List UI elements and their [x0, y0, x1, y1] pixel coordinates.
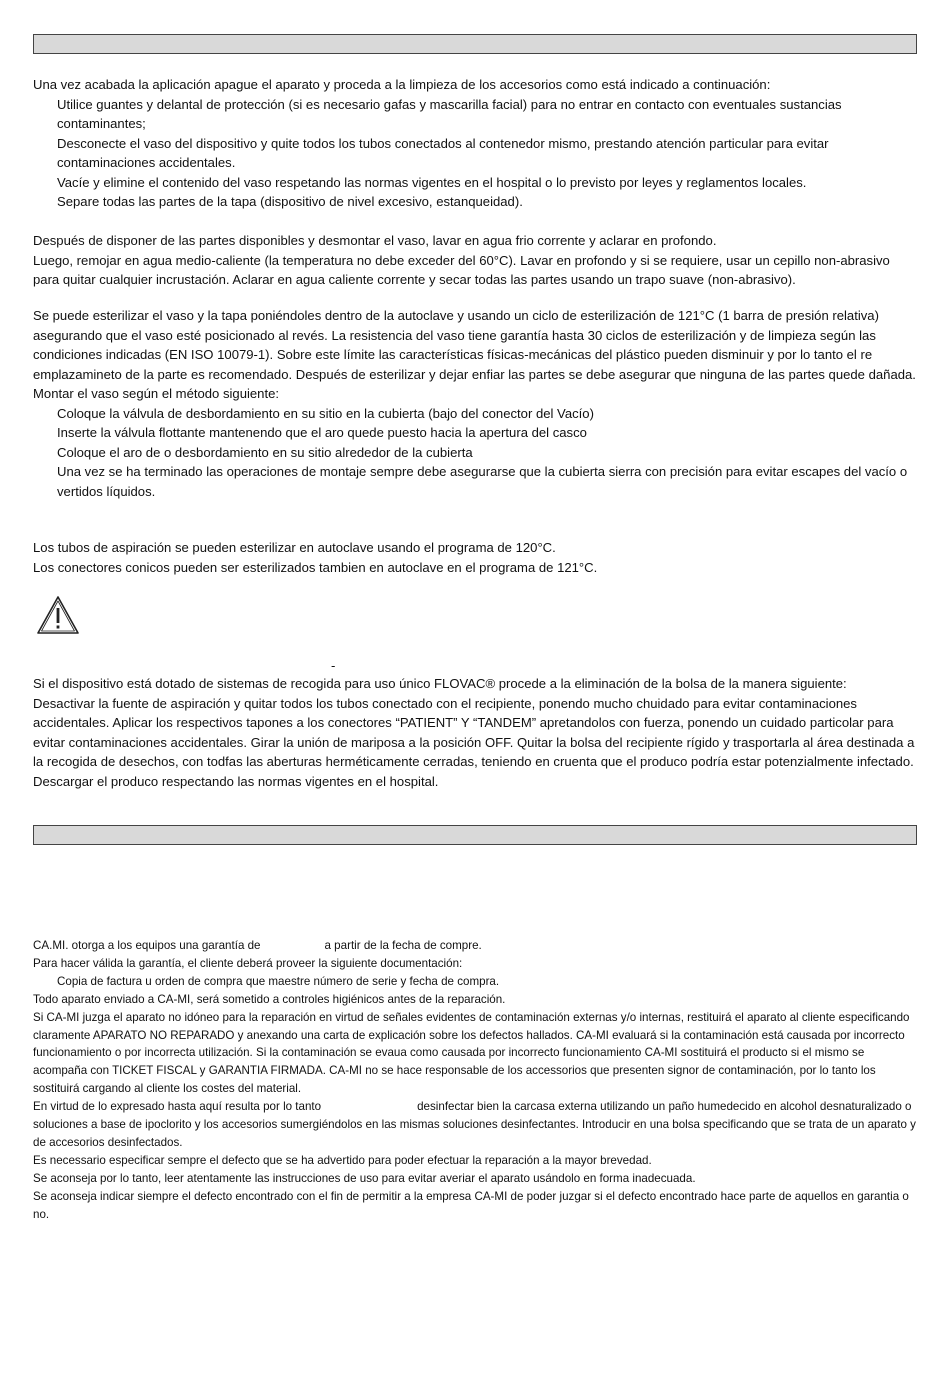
flovac-block [33, 674, 918, 791]
washing-paragraph-2: Luego, remojar en agua medio-caliente (la temperatura no debe exceder del 60°C). Lavar en profondo y si se requiere, usar un cepillo non-abrasivo para quitar cualquier incrustación. Aclarar en agua caliente corrente y secar todas las partes usando un trapo suave (non-abrasivo). [33, 252, 890, 287]
dash-mark: - [331, 658, 336, 673]
assembly-step: Coloque el aro de o desbordamiento en su sitio alrededor de la cubierta [57, 444, 473, 460]
cleaning-steps-block [33, 75, 918, 212]
warranty-line: Se aconseja por lo tanto, leer atentamente las instrucciones de uso para evitar averiar el aparato usándolo en forma inadecuada. [33, 1171, 696, 1185]
warranty-line: Para hacer válida la garantía, el cliente deberá proveer la siguiente documentación: [33, 956, 463, 970]
warranty-line-1a: CA.MI. otorga a los equipos una garantía de [33, 939, 261, 952]
warranty-block [33, 937, 918, 1224]
warranty-line: Copia de factura u orden de compra que maestre número de serie y fecha de compra. [57, 974, 500, 988]
warranty-line: Se aconseja indicar siempre el defecto encontrado con el fin de permitir a la empresa CA-MI de poder juzgar si el defecto encontrado hace parte de aquellos en garantia o no. [33, 1189, 909, 1221]
warning-triangle-icon [36, 595, 80, 635]
cleaning-step: Vacíe y elimine el contenido del vaso respetando las normas vigentes en el hospital o lo previsto por leyes y reglamentos locales. [57, 174, 807, 190]
warranty-line-6b: desinfectar bien la carcasa externa utilizando un paño humedecido en alcohol desnaturalizado o soluciones a base de ipoclorito y los accesorios sumergiéndolos en las mismas soluciones desinfectantes. Introducir en una bolsa specificando que se trata de un aparato y de accesorios desinfectados. [33, 1100, 916, 1149]
cleaning-step: Separe todas las partes de la tapa (dispositivo de nivel excesivo, estanqueidad). [57, 194, 523, 209]
section-header-bar-cleaning [33, 34, 917, 54]
warranty-line-1b: a partir de la fecha de compre. [324, 939, 482, 952]
tubes-paragraph-1: Los tubos de aspiración se pueden esterilizar en autoclave usando el programa de 120°C. [33, 540, 556, 555]
section-header-bar-warranty [33, 825, 917, 845]
sterilization-paragraph: Se puede esterilizar el vaso y la tapa poniéndoles dentro de la autoclave y usando un ciclo de esterilización de 121°C (1 barra de presión relativa) asegurando que el vaso esté posicionado al revés. La resistencia del vaso tiene garantía hasta 30 ciclos de esterilización y de limpieza según las condiciones indicadas (EN ISO 10079-1). Sobre este límite las características físicas-mecánicas del plástico pueden disminuir y por lo tanto el re emplazamineto de la parte es recomendado. Después de esterilizar y dejar enfiar las partes se debe asegurar que ninguna de las partes quede dañada. [33, 308, 916, 382]
washing-block [33, 231, 918, 290]
assembly-step: Coloque la válvula de desbordamiento en su sitio en la cubierta (bajo del conector del Vacío) [57, 405, 594, 421]
flovac-paragraph-2: Desactivar la fuente de aspiración y quitar todos los tubos conectado con el recipiente, ponendo mucho chuidado para evitar contaminaciones accidentales. Aplicar los respectivos tapones a los conectores “PATIENT” Y “TANDEM” apretandolos con fuerza, ponendo un cuidado particolar para evitar contaminaciones accidentales. Girar la unión de mariposa a la posición OFF. Quitar la bolsa del recipiente rígido y trasportarla al área destinada a la recogida de desechos, con todfas las aberturas herméticamente cerradas, teniendo en cruenta que el produco podría estar potenzialmente infectado. Descargar el produco respectando las normas vigentes en el hospital. [33, 695, 915, 789]
assembly-intro: Montar el vaso según el método siguiente: [33, 386, 280, 401]
warranty-line: Si CA-MI juzga el aparato no idóneo para la reparación en virtud de señales evidentes de contaminación externas y/o internas, restituirá el aparato al cliente especificando claramente APARATO NO REPARADO y anexando una carta de explicación sobre los defectos hallados. CA-MI evaluará si la contaminación está causada por incorrecto funcionamiento o por incorrecta utilización. Si la contaminación se evaua como causada por incorrecto funcionamiento CA-MI sostituirá el producto si el mismo se acompaña con TICKET FISCAL y GARANTIA FIRMADA. CA-MI no se hace responsable de los accessorios que presenten signor de contaminación, por lo tanto los sostituirá cargando al cliente los costes del material. [33, 1010, 910, 1096]
cleaning-step: Desconecte el vaso del dispositivo y quite todos los tubos conectados al contenedor mismo, prestando atención particular para evitar contaminaciones accidentales. [57, 135, 829, 170]
flovac-paragraph-1: Si el dispositivo está dotado de sistemas de recogida para uso único FLOVAC® procede a la eliminación de la bolsa de la manera siguiente: [33, 676, 847, 691]
warranty-line-1 [33, 937, 918, 955]
warranty-line: Todo aparato enviado a CA-MI, será sometido a controles higiénicos antes de la reparación. [33, 992, 506, 1006]
washing-paragraph-1: Después de disponer de las partes disponibles y desmontar el vaso, lavar en agua frio corrente y aclarar en profondo. [33, 233, 717, 248]
warranty-line-6 [33, 1098, 918, 1152]
assembly-step: Una vez se ha terminado las operaciones de montaje sempre debe asegurarse que la cubierta sierra con precisión para evitar escapes del vacío o vertidos líquidos. [57, 464, 908, 499]
warranty-line-6a: En virtud de lo expresado hasta aquí resulta por lo tanto [33, 1100, 322, 1114]
cleaning-intro: Una vez acabada la aplicación apague el aparato y proceda a la limpieza de los accesorios como está indicado a continuación: [33, 77, 771, 92]
warranty-line: Es necessario especificar sempre el defecto que se ha advertido para poder efectuar la reparación a la mayor brevedad. [33, 1153, 652, 1167]
tubes-block [33, 538, 918, 577]
sterilization-block [33, 306, 918, 501]
tubes-paragraph-2: Los conectores conicos pueden ser esterilizados tambien en autoclave en el programa de 121°C. [33, 559, 598, 575]
cleaning-step: Utilice guantes y delantal de protección (si es necesario gafas y mascarilla facial) para no entrar en contacto con eventuales sustancias contaminantes; [57, 96, 842, 131]
assembly-step: Inserte la válvula flottante mantenendo que el aro quede puesto hacia la apertura del casco [57, 425, 587, 440]
